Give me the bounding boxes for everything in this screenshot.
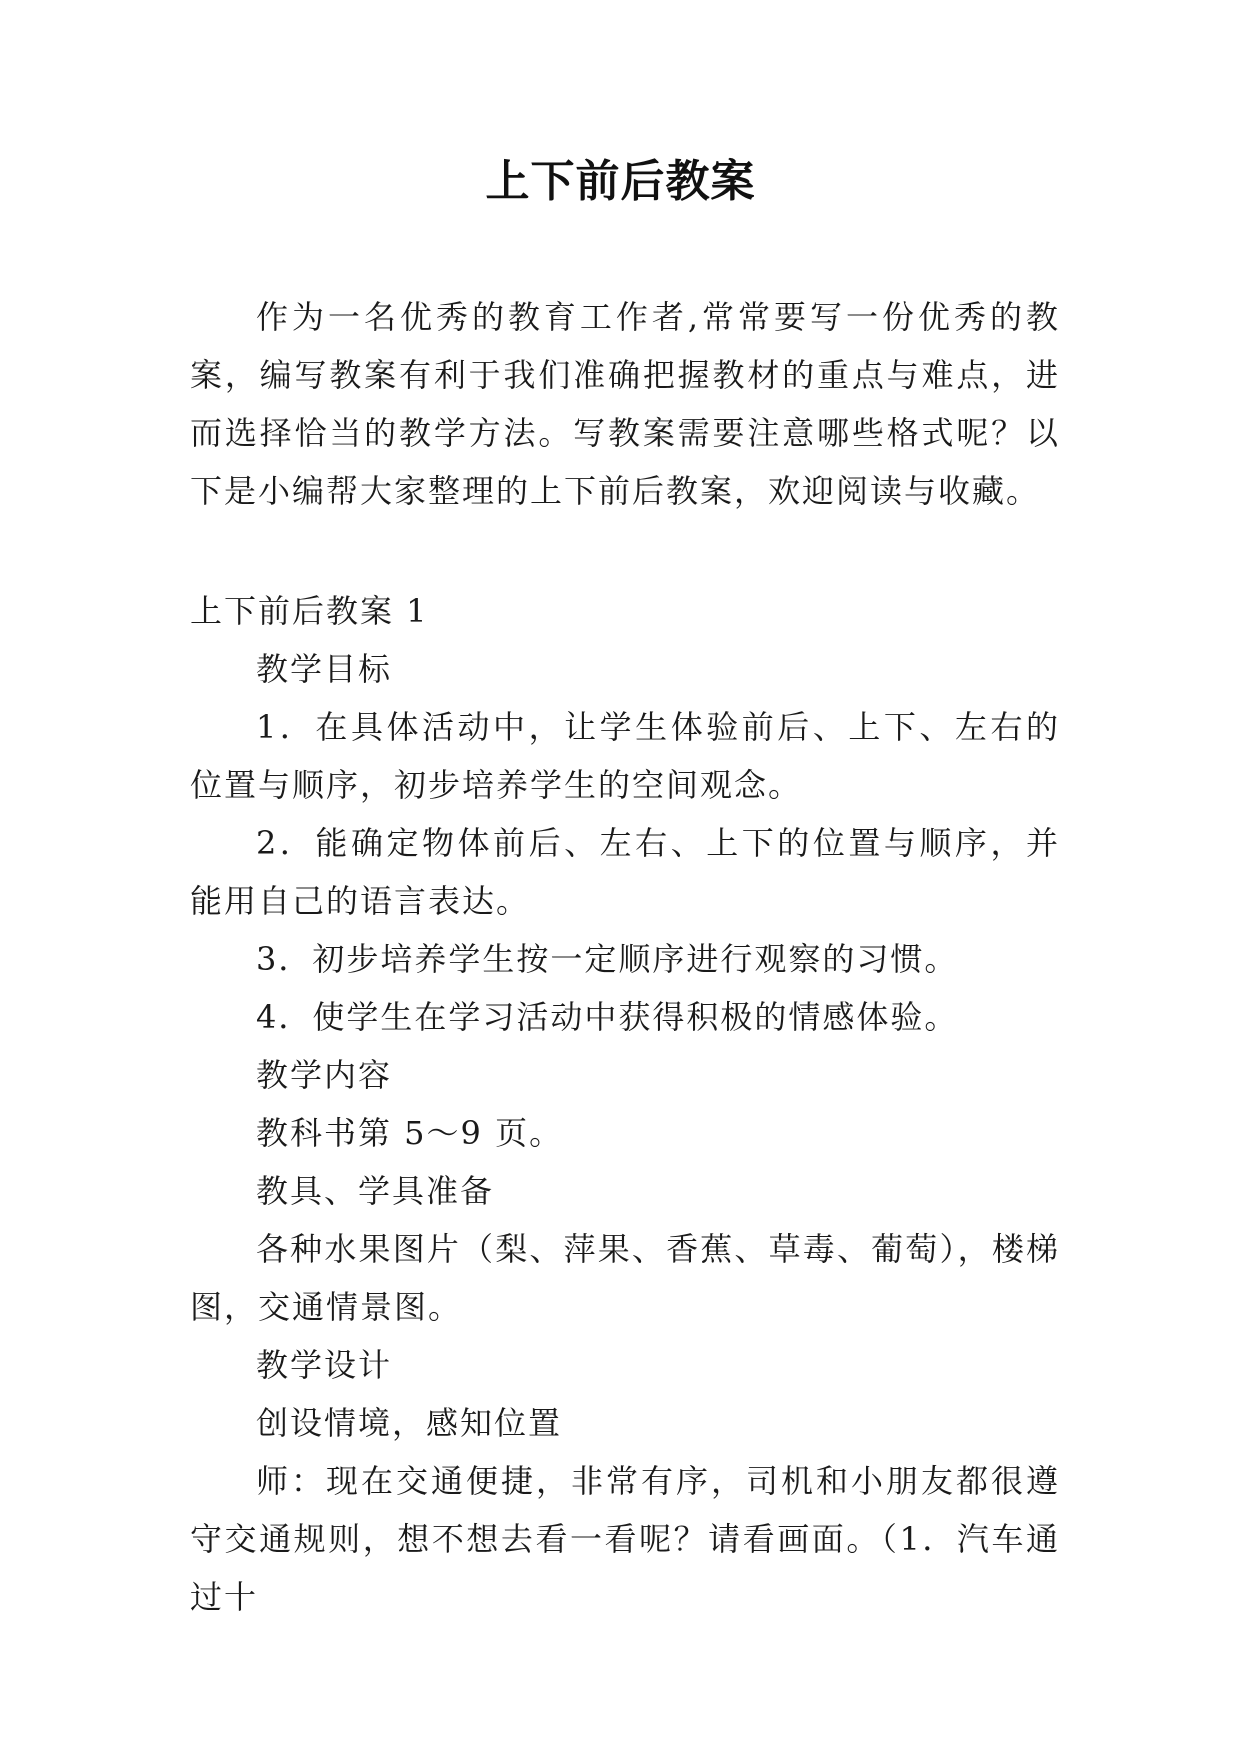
tools-heading: 教具、学具准备	[256, 1172, 495, 1210]
objective-item: 4．使学生在学习活动中获得积极的情感体验。	[256, 998, 959, 1036]
objective-item: 2．能确定物体前后、左右、上下的位置与顺序，并能用自己的语言表达。	[190, 824, 1060, 920]
document-title: 上下前后教案	[485, 156, 756, 207]
section-heading: 上下前后教案 1	[190, 592, 429, 630]
objective-item: 1．在具体活动中，让学生体验前后、上下、左右的位置与顺序，初步培养学生的空间观念。	[190, 708, 1060, 804]
tools-text: 各种水果图片（梨、萍果、香蕉、草毒、葡萄），楼梯图，交通情景图。	[190, 1230, 1060, 1326]
content-text: 教科书第 5～9 页。	[256, 1114, 564, 1152]
design-subheading: 创设情境，感知位置	[256, 1404, 563, 1442]
content-heading: 教学内容	[256, 1056, 393, 1094]
document-body	[190, 288, 1060, 1626]
objectives-heading: 教学目标	[256, 650, 393, 688]
design-heading: 教学设计	[256, 1346, 393, 1384]
intro-paragraph: 作为一名优秀的教育工作者,常常要写一份优秀的教案，编写教案有利于我们准确把握教材的重点与难点，进而选择恰当的教学方法。写教案需要注意哪些格式呢？以下是小编帮大家整理的上下前后教案，欢迎阅读与收藏。	[190, 298, 1060, 510]
design-text: 师：现在交通便捷，非常有序，司机和小朋友都很遵守交通规则，想不想去看一看呢？请看画面。（1．汽车通过十	[190, 1462, 1060, 1616]
spacer	[190, 520, 1060, 582]
objective-item: 3．初步培养学生按一定顺序进行观察的习惯。	[256, 940, 959, 978]
